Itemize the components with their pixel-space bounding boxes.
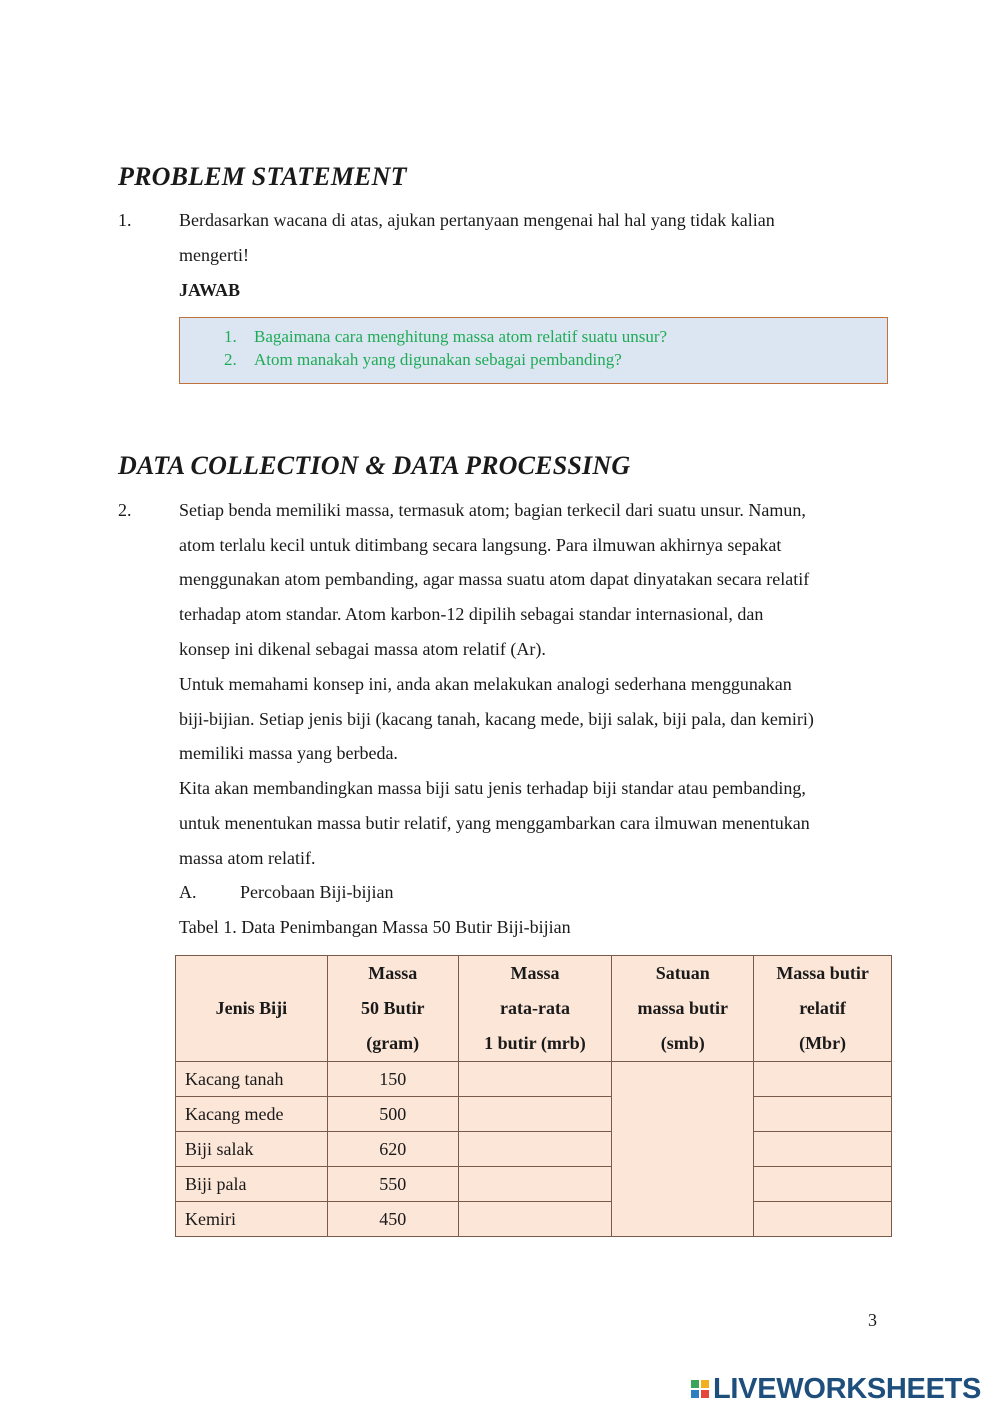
seed-mass: 450 — [327, 1202, 458, 1237]
answer-list — [224, 325, 667, 371]
paragraph-line: Untuk memahami konsep ini, anda akan melakukan analogi sederhana menggunakan — [179, 674, 792, 694]
seed-mass: 150 — [327, 1062, 458, 1097]
paragraph-line: atom terlalu kecil untuk ditimbang secara langsung. Para ilmuwan akhirnya sepakat — [179, 535, 782, 555]
liveworksheets-logo[interactable] — [690, 1372, 981, 1406]
seed-name: Kacang tanah — [176, 1062, 328, 1097]
mrb-input-cell[interactable] — [458, 1167, 612, 1202]
mbr-input-cell[interactable] — [754, 1132, 892, 1167]
table-row — [176, 1132, 892, 1167]
header-mbr: Massa butir relatif (Mbr) — [754, 956, 892, 1062]
logo-mark-icon — [690, 1379, 710, 1399]
table-row — [176, 1202, 892, 1237]
question-number-1: 1. — [118, 210, 132, 230]
mrb-input-cell[interactable] — [458, 1062, 612, 1097]
table-caption: Tabel 1. Data Penimbangan Massa 50 Butir Biji-bijian — [179, 917, 571, 937]
data-section-heading: DATA COLLECTION & DATA PROCESSING — [118, 451, 631, 480]
answer-item: 1. Bagaimana cara menghitung massa atom relatif suatu unsur? — [224, 327, 668, 346]
answer-box[interactable] — [179, 317, 888, 384]
smb-input-cell[interactable] — [612, 1062, 754, 1237]
seed-mass: 550 — [327, 1167, 458, 1202]
sub-letter: A. — [179, 882, 197, 902]
paragraph-line: biji-bijian. Setiap jenis biji (kacang tanah, kacang mede, biji salak, biji pala, dan kemiri) — [179, 709, 814, 729]
table-row — [176, 1062, 892, 1097]
problem-heading: PROBLEM STATEMENT — [118, 162, 407, 191]
data-table — [175, 955, 892, 1237]
paragraph-line: Setiap benda memiliki massa, termasuk atom; bagian terkecil dari suatu unsur. Namun, — [179, 500, 806, 520]
mbr-input-cell[interactable] — [754, 1062, 892, 1097]
seed-name: Biji pala — [176, 1167, 328, 1202]
mbr-input-cell[interactable] — [754, 1097, 892, 1132]
header-mrb: Massa rata-rata 1 butir (mrb) — [458, 956, 612, 1062]
question-1-line-1: Berdasarkan wacana di atas, ajukan pertanyaan mengenai hal hal yang tidak kalian — [179, 210, 775, 230]
answer-item: 2. Atom manakah yang digunakan sebagai pembanding? — [224, 350, 622, 369]
paragraph-line: menggunakan atom pembanding, agar massa suatu atom dapat dinyatakan secara relatif — [179, 569, 810, 589]
header-jenis-biji: Jenis Biji — [176, 956, 328, 1062]
logo-text: LIVEWORKSHEETS — [713, 1372, 982, 1405]
seed-mass: 500 — [327, 1097, 458, 1132]
sub-title: Percobaan Biji-bijian — [240, 882, 394, 902]
seed-name: Kacang mede — [176, 1097, 328, 1132]
mrb-input-cell[interactable] — [458, 1202, 612, 1237]
mbr-input-cell[interactable] — [754, 1167, 892, 1202]
paragraph-line: terhadap atom standar. Atom karbon-12 dipilih sebagai standar internasional, dan — [179, 604, 764, 624]
mrb-input-cell[interactable] — [458, 1132, 612, 1167]
seed-name: Biji salak — [176, 1132, 328, 1167]
table-row — [176, 1167, 892, 1202]
paragraph-line: Kita akan membandingkan massa biji satu jenis terhadap biji standar atau pembanding, — [179, 778, 806, 798]
paragraph-line: konsep ini dikenal sebagai massa atom relatif (Ar). — [179, 639, 546, 659]
mbr-input-cell[interactable] — [754, 1202, 892, 1237]
table-row — [176, 1097, 892, 1132]
page-number: 3 — [868, 1310, 877, 1330]
paragraph-line: untuk menentukan massa butir relatif, yang menggambarkan cara ilmuwan menentukan — [179, 813, 810, 833]
paragraph-line: massa atom relatif. — [179, 848, 316, 868]
question-1-line-2: mengerti! — [179, 245, 249, 265]
header-smb: Satuan massa butir (smb) — [612, 956, 754, 1062]
answer-label: JAWAB — [179, 280, 241, 300]
seed-name: Kemiri — [176, 1202, 328, 1237]
mrb-input-cell[interactable] — [458, 1097, 612, 1132]
paragraph-line: memiliki massa yang berbeda. — [179, 743, 398, 763]
seed-mass: 620 — [327, 1132, 458, 1167]
question-number-2: 2. — [118, 500, 132, 520]
header-massa-50: Massa 50 Butir (gram) — [327, 956, 458, 1062]
table-header-row — [176, 956, 892, 1062]
